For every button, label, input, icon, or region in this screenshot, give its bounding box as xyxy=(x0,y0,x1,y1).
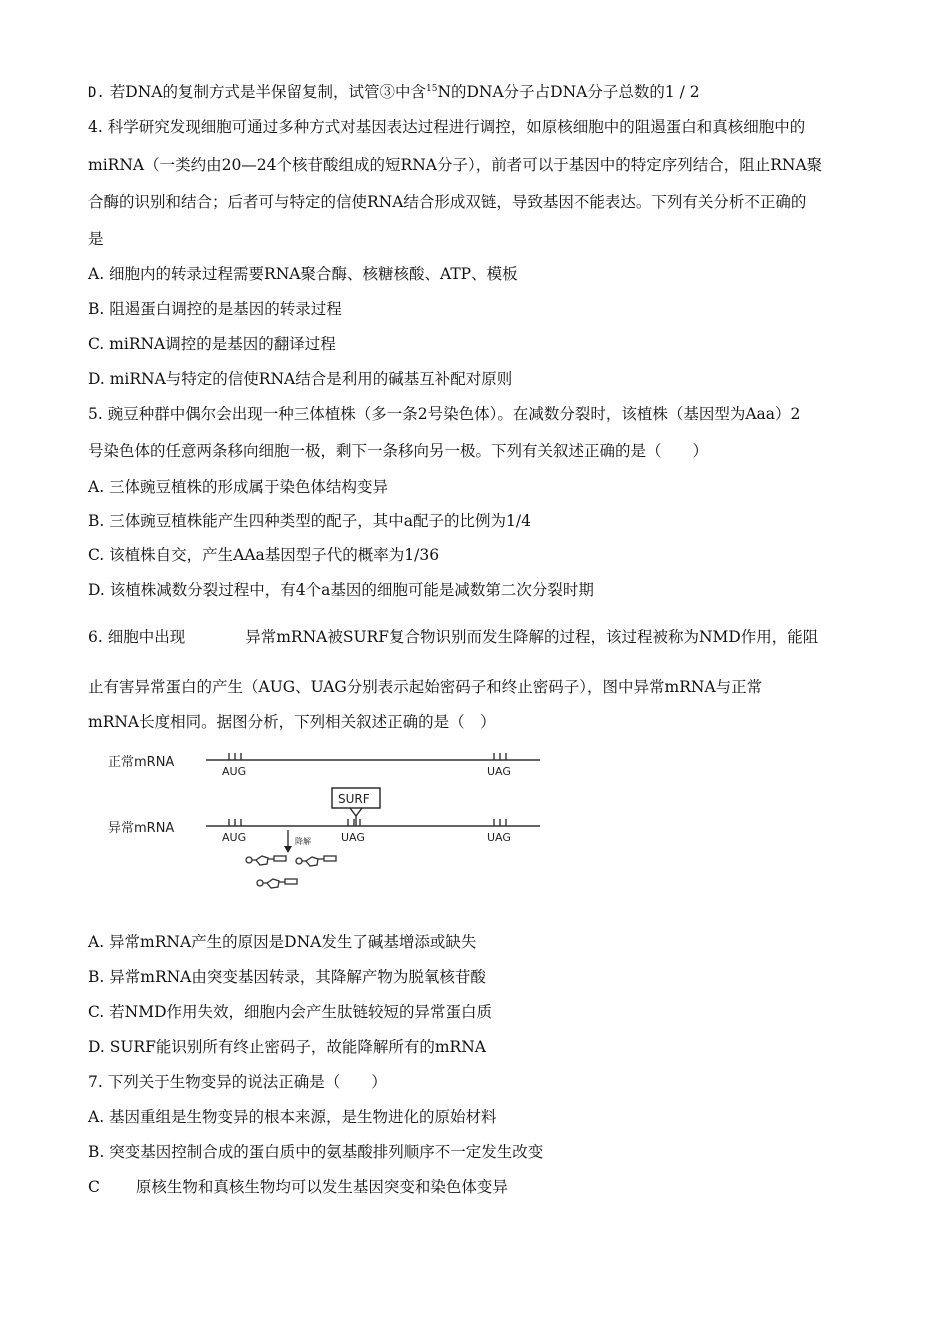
normal-aug-label: AUG xyxy=(222,765,247,778)
abnormal-aug-ticks xyxy=(229,819,241,826)
q7-option-c-label: C xyxy=(88,1178,100,1196)
q6-option-a: A. 异常mRNA产生的原因是DNA发生了碱基增添或缺失 xyxy=(88,933,477,951)
q7-stem: 7. 下列关于生物变异的说法正确是（ ） xyxy=(88,1073,387,1091)
q5-option-a: A. 三体豌豆植株的形成属于染色体结构变异 xyxy=(88,478,389,496)
degradation-arrowhead xyxy=(284,846,292,853)
abnormal-mid-uag-label: UAG xyxy=(341,831,365,844)
surf-label: SURF xyxy=(338,792,370,806)
q4-stem-line-3: 合酶的识别和结合；后者可与特定的信使RNA结合形成双链，导致基因不能表达。下列有关分析不正确的 xyxy=(88,193,807,211)
normal-mrna-label: 正常mRNA xyxy=(108,755,175,770)
q6-stem-line-2: 止有害异常蛋白的产生（AUG、UAG分别表示起始密码子和终止密码子），图中异常mRNA与正常 xyxy=(88,678,763,696)
q7-option-b: B. 突变基因控制合成的蛋白质中的氨基酸排列顺序不一定发生改变 xyxy=(88,1143,544,1161)
q4-option-a: A. 细胞内的转录过程需要RNA聚合酶、核糖核酸、ATP、模板 xyxy=(88,265,518,283)
normal-aug-ticks xyxy=(229,753,241,760)
q5-option-c: C. 该植株自交，产生AAa基因型子代的概率为1/36 xyxy=(88,546,440,564)
q6-option-d: D. SURF能识别所有终止密码子，故能降解所有的mRNA xyxy=(88,1038,486,1056)
nmd-figure xyxy=(106,748,556,898)
q5-stem-line-2: 号染色体的任意两条移向细胞一极，剩下一条移向另一极。下列有关叙述正确的是（ ） xyxy=(88,442,709,460)
q3-option-d-text-b: N的DNA分子占DNA分子总数的1 / 2 xyxy=(437,83,700,101)
q4-option-b: B. 阻遏蛋白调控的是基因的转录过程 xyxy=(88,300,342,318)
q4-option-c: C. miRNA调控的是基因的翻译过程 xyxy=(88,335,336,353)
normal-uag-label: UAG xyxy=(487,765,511,778)
q6-stem-line-3: mRNA长度相同。据图分析，下列相关叙述正确的是（ ） xyxy=(88,713,496,731)
q6-stem-b: 异常mRNA被SURF复合物识别而发生降解的过程，该过程被称为NMD作用，能阻 xyxy=(245,628,819,646)
abnormal-mrna-label: 异常mRNA xyxy=(108,821,175,836)
degradation-label: 降解 xyxy=(295,837,311,846)
abnormal-mid-uag-ticks xyxy=(348,819,360,826)
q3-option-d xyxy=(88,82,700,103)
q4-option-d: D. miRNA与特定的信使RNA结合是利用的碱基互补配对原则 xyxy=(88,370,513,388)
q6-option-c: C. 若NMD作用失效，细胞内会产生肽链较短的异常蛋白质 xyxy=(88,1003,493,1021)
q7-option-c-text: 原核生物和真核生物均可以发生基因突变和染色体变异 xyxy=(135,1178,508,1196)
q5-option-b: B. 三体豌豆植株能产生四种类型的配子，其中a配子的比例为1/4 xyxy=(88,512,531,530)
q3-option-d-label: D. xyxy=(88,85,105,101)
q5-stem-line-1: 5. 豌豆种群中偶尔会出现一种三体植株（多一条2号染色体）。在减数分裂时，该植株（基因型为Aaa）2 xyxy=(88,405,801,423)
q7-option-a: A. 基因重组是生物变异的根本来源，是生物进化的原始材料 xyxy=(88,1108,497,1126)
abnormal-end-uag-ticks xyxy=(494,819,506,826)
surf-connector xyxy=(350,808,362,816)
q3-option-d-text-a: 若DNA的复制方式是半保留复制，试管③中含 xyxy=(109,83,426,101)
q4-stem-line-4: 是 xyxy=(88,230,104,248)
q4-stem-line-2: miRNA（一类约由20—24个核苷酸组成的短RNA分子），前者可以于基因中的特定序列结合，阻止RNA聚 xyxy=(88,156,823,174)
normal-uag-ticks xyxy=(494,753,506,760)
abnormal-aug-label: AUG xyxy=(222,831,247,844)
abnormal-end-uag-label: UAG xyxy=(487,831,511,844)
q6-stem-line-1 xyxy=(88,627,818,647)
q4-stem-line-1: 4. 科学研究发现细胞可通过多种方式对基因表达过程进行调控，如原核细胞中的阻遏蛋白和真核细胞中的 xyxy=(88,118,806,136)
q3-option-d-superscript: 15 xyxy=(425,83,438,94)
q6-option-b: B. 异常mRNA由突变基因转录，其降解产物为脱氧核苷酸 xyxy=(88,968,486,986)
nucleotide-fragments xyxy=(246,856,336,888)
q7-option-c xyxy=(88,1177,508,1197)
q5-option-d: D. 该植株减数分裂过程中，有4个a基因的细胞可能是减数第二次分裂时期 xyxy=(88,581,594,599)
q6-stem-a: 6. 细胞中出现 xyxy=(88,628,186,646)
